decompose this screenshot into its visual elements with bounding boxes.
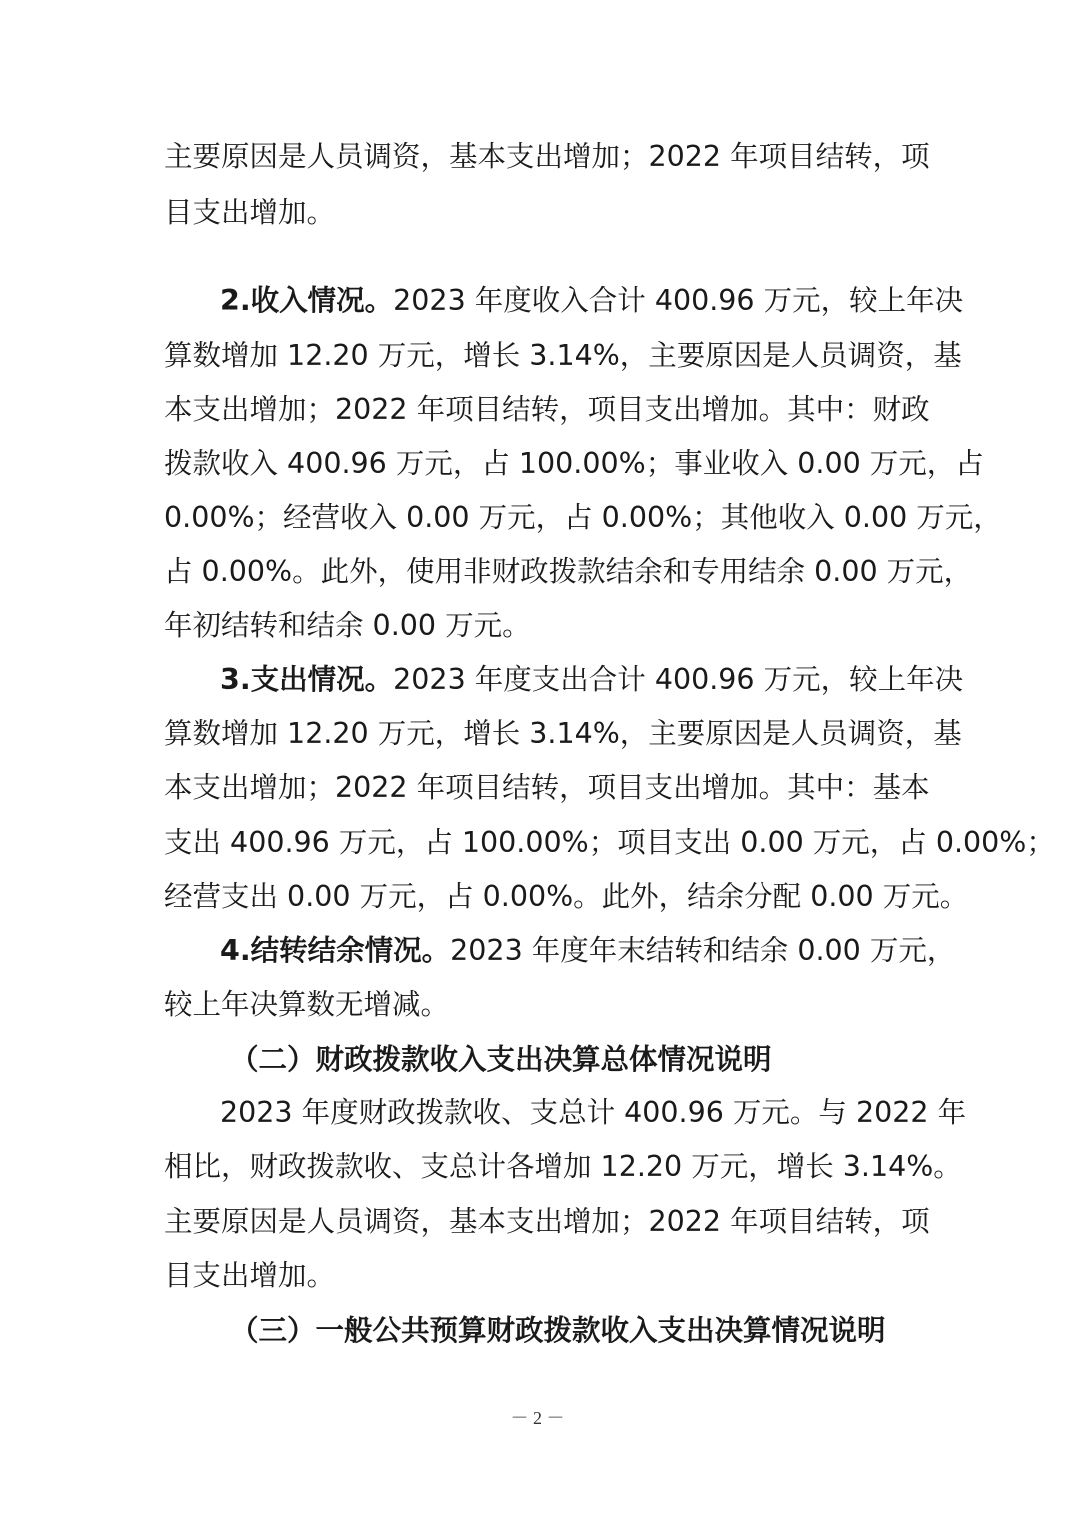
section-heading: （三）一般公共预算财政拨款收入支出决算情况说明	[230, 1313, 886, 1347]
carryover-lead: 4.结转结余情况。	[220, 934, 451, 967]
income-first-rest: 2023 年度收入合计 400.96 万元，较上年决	[393, 284, 964, 317]
paragraph-line: 2023 年度财政拨款收、支总计 400.96 万元。与 2022 年	[220, 1096, 967, 1129]
paragraph-line: 支出 400.96 万元，占 100.00%；项目支出 0.00 万元，占 0.00%；	[164, 826, 1055, 859]
paragraph-line: 算数增加 12.20 万元，增长 3.14%，主要原因是人员调资，基	[164, 339, 962, 372]
paragraph-line: 目支出增加。	[164, 196, 336, 229]
carryover-first-line	[220, 931, 956, 971]
paragraph-line: 0.00%；经营收入 0.00 万元，占 0.00%；其他收入 0.00 万元，	[164, 501, 1002, 534]
paragraph-line: 主要原因是人员调资，基本支出增加；2022 年项目结转，项	[164, 140, 930, 173]
paragraph-line: 较上年决算数无增减。	[164, 988, 450, 1021]
section-heading: （二）财政拨款收入支出决算总体情况说明	[230, 1042, 772, 1076]
paragraph-line: 拨款收入 400.96 万元，占 100.00%；事业收入 0.00 万元，占	[164, 447, 984, 480]
carryover-first-rest: 2023 年度年末结转和结余 0.00 万元，	[450, 934, 956, 967]
paragraph-line: 占 0.00%。此外，使用非财政拨款结余和专用结余 0.00 万元，	[164, 555, 973, 588]
paragraph-line: 本支出增加；2022 年项目结转，项目支出增加。其中：基本	[164, 771, 930, 804]
income-first-line	[220, 281, 964, 321]
paragraph-line: 经营支出 0.00 万元，占 0.00%。此外，结余分配 0.00 万元。	[164, 880, 969, 913]
paragraph-line: 本支出增加；2022 年项目结转，项目支出增加。其中：财政	[164, 393, 930, 426]
expenditure-lead: 3.支出情况。	[220, 663, 394, 696]
paragraph-line: 主要原因是人员调资，基本支出增加；2022 年项目结转，项	[164, 1205, 930, 1238]
expenditure-first-line	[220, 660, 964, 700]
expenditure-first-rest: 2023 年度支出合计 400.96 万元，较上年决	[393, 663, 964, 696]
income-lead: 2.收入情况。	[220, 284, 394, 317]
paragraph-line: 年初结转和结余 0.00 万元。	[164, 609, 531, 642]
paragraph-line: 目支出增加。	[164, 1259, 336, 1292]
paragraph-line: 相比，财政拨款收、支总计各增加 12.20 万元，增长 3.14%。	[164, 1150, 962, 1183]
page-number: － 2 －	[510, 1408, 565, 1428]
paragraph-line: 算数增加 12.20 万元，增长 3.14%，主要原因是人员调资，基	[164, 717, 962, 750]
